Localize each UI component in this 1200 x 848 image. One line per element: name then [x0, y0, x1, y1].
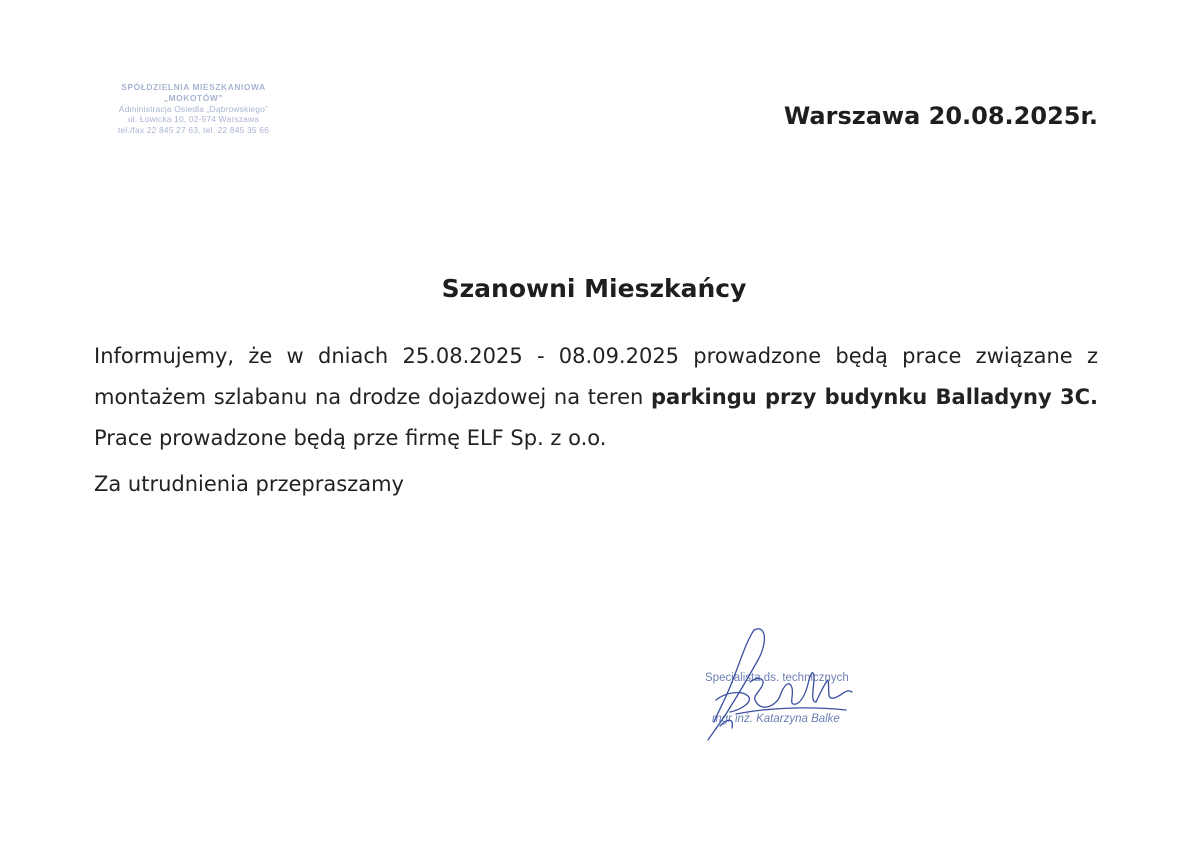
signature-role: Specjalista ds. technicznych	[705, 672, 849, 684]
notice-paragraph	[94, 336, 1098, 459]
document-date: Warszawa 20.08.2025r.	[783, 102, 1098, 130]
notice-text-part1: Informujemy, że w dniach 25.08.2025 - 08.09.2025 prowadzone będą prace związane z montażem szlabanu na drodze dojazdowej na teren	[94, 344, 1098, 409]
administration-stamp	[86, 82, 301, 136]
handwritten-signature	[696, 622, 886, 747]
notice-text-part2: Prace prowadzone będą prze firmę ELF Sp. z o.o.	[94, 426, 607, 450]
stamp-line-address: ul. Łowicka 10, 02-574 Warszawa	[127, 114, 260, 125]
greeting-heading: Szanowni Mieszkańcy	[441, 274, 747, 303]
signature-name: mgr inż. Katarzyna Balke	[712, 713, 840, 725]
stamp-line-phone: tel./fax 22 845 27 63, tel. 22 845 35 66	[118, 125, 269, 136]
stamp-line-organization: SPÓŁDZIELNIA MIESZKANIOWA	[121, 82, 266, 92]
closing-apology: Za utrudnienia przepraszamy	[94, 472, 404, 496]
notice-text-bold-location: parkingu przy budynku Balladyny 3C.	[651, 385, 1098, 409]
stamp-line-name: „MOKOTÓW”	[163, 92, 224, 103]
stamp-line-administration: Administracja Osiedla „Dąbrowskiego”	[118, 103, 269, 114]
